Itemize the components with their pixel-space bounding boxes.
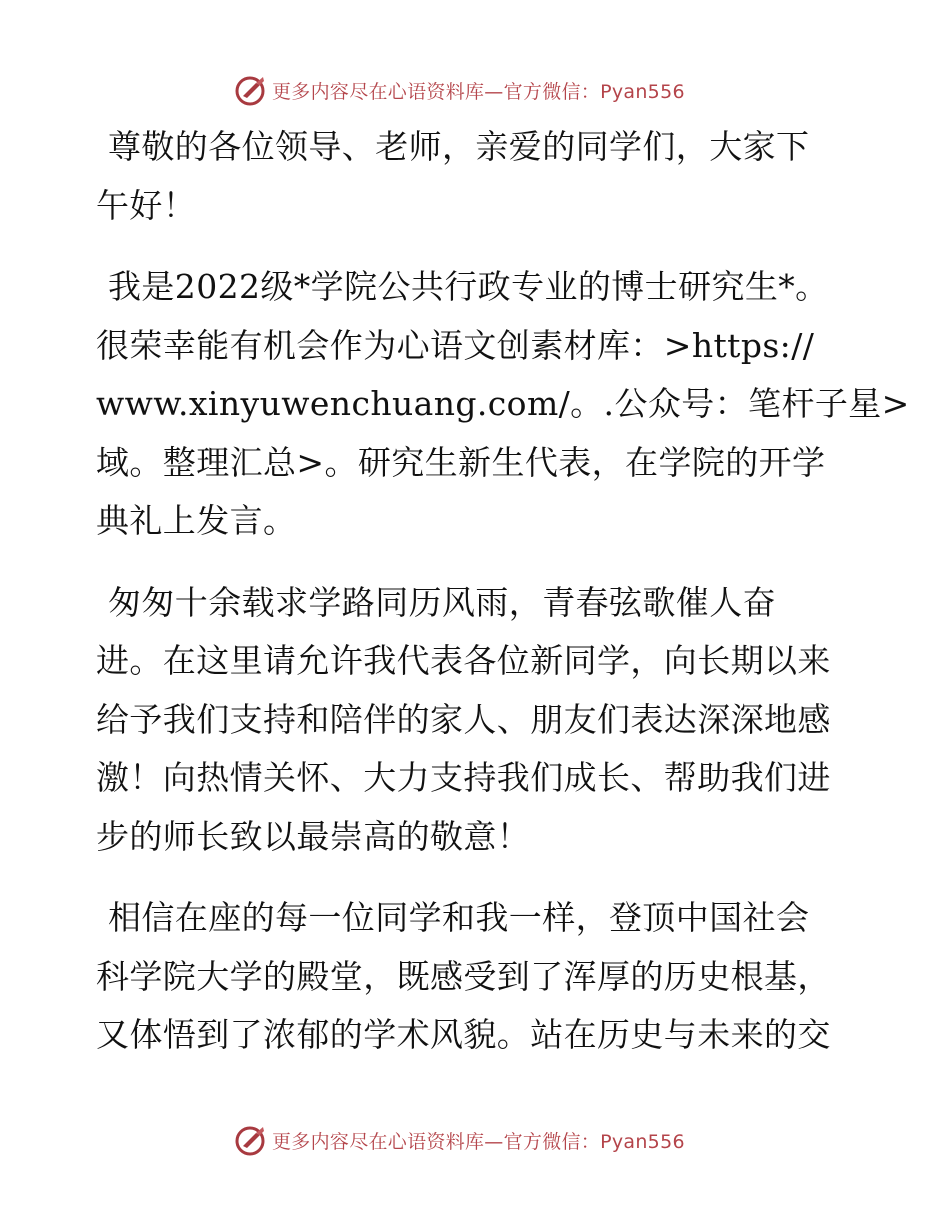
text-line: 很荣幸能有机会作为心语文创素材库：>https:// xyxy=(96,325,815,365)
header-banner xyxy=(234,70,714,110)
pen-logo-icon xyxy=(234,73,268,107)
text-line: 相信在座的每一位同学和我一样，登顶中国社会 xyxy=(108,898,810,937)
pen-logo-icon xyxy=(234,1123,268,1157)
header-banner-text: 更多内容尽在心语资料库—官方微信：Pyan556 xyxy=(272,80,685,103)
paragraph-greeting xyxy=(96,118,856,235)
paragraph-introduction xyxy=(96,258,910,551)
text-line: 我是2022级*学院公共行政专业的博士研究生*。 xyxy=(108,267,829,306)
paragraph-campus xyxy=(96,889,856,1065)
text-line: 激！向热情关怀、大力支持我们成长、帮助我们进 xyxy=(96,758,831,797)
text-line: 给予我们支持和陪伴的家人、朋友们表达深深地感 xyxy=(96,699,831,739)
text-line: 午好！ xyxy=(96,185,197,225)
footer-banner xyxy=(234,1120,714,1160)
speech-body xyxy=(96,118,910,1065)
text-line: 典礼上发言。 xyxy=(96,501,297,540)
text-line: 尊敬的各位领导、老师，亲爱的同学们，大家下 xyxy=(108,127,810,166)
text-line: 又体悟到了浓郁的学术风貌。站在历史与未来的交 xyxy=(96,1015,831,1054)
text-line: 步的师长致以最崇高的敬意！ xyxy=(96,816,531,856)
text-line: www.xinyuwenchuang.com/。.公众号：笔杆子星> xyxy=(96,384,910,423)
text-line: 进。在这里请允许我代表各位新同学，向长期以来 xyxy=(96,641,831,680)
text-line: 匆匆十余载求学路同历风雨，青春弦歌催人奋 xyxy=(108,582,776,622)
text-line: 科学院大学的殿堂，既感受到了浑厚的历史根基， xyxy=(96,956,831,996)
footer-banner-text: 更多内容尽在心语资料库—官方微信：Pyan556 xyxy=(272,1130,685,1153)
paragraph-gratitude xyxy=(96,574,856,867)
text-line: 域。整理汇总>。研究生新生代表，在学院的开学 xyxy=(96,442,826,482)
